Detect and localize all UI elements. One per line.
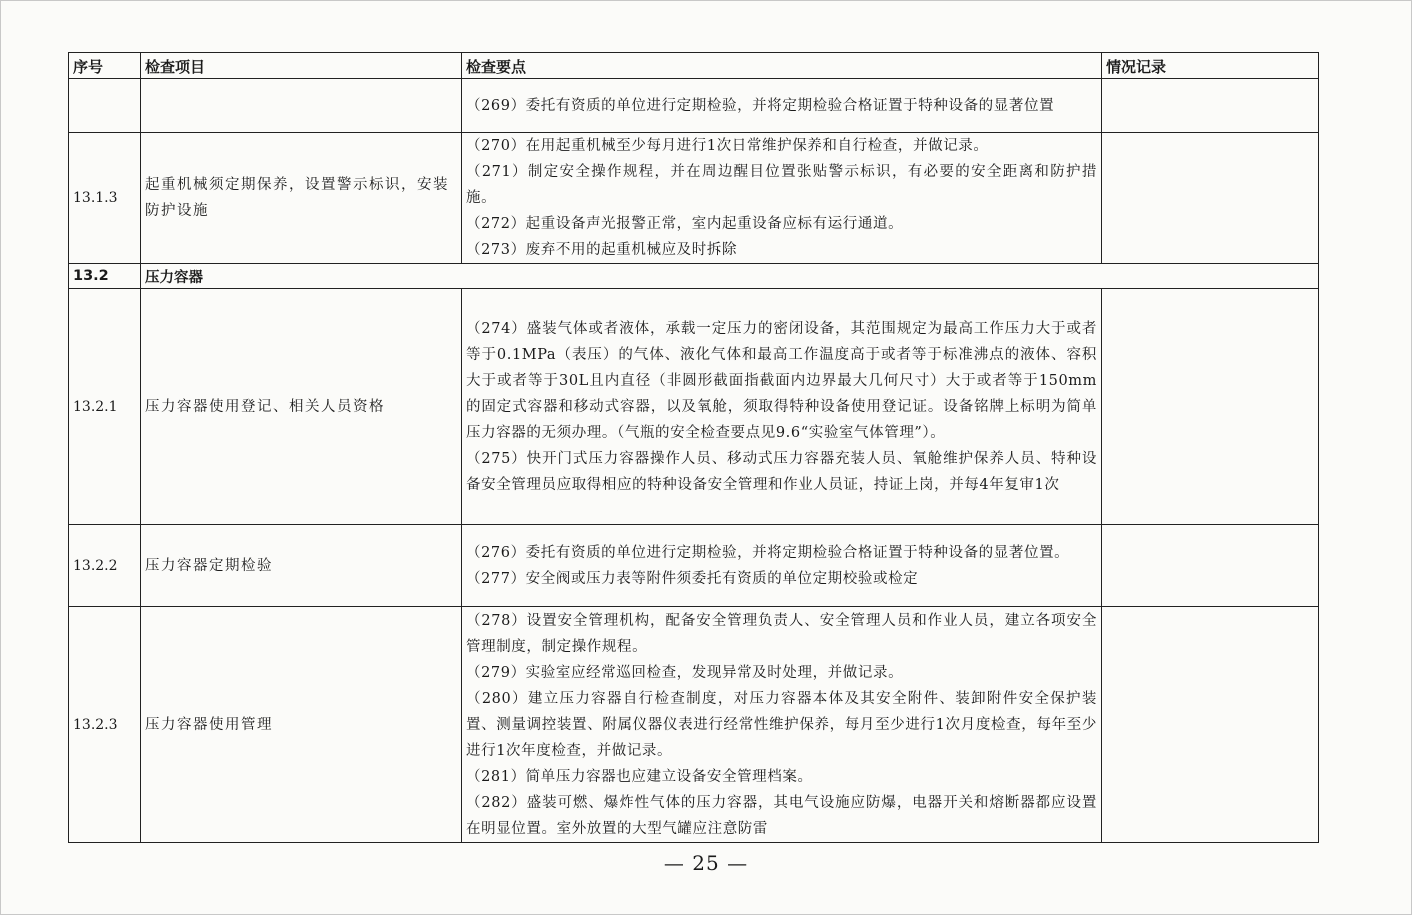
header-no: 序号 bbox=[69, 53, 141, 79]
cell-item: 起重机械须定期保养，设置警示标识，安装防护设施 bbox=[141, 133, 462, 264]
table-row-13-2-2 bbox=[69, 525, 1319, 607]
cell-item bbox=[141, 79, 462, 133]
section-title: 压力容器 bbox=[141, 264, 1319, 289]
cell-record bbox=[1102, 607, 1319, 843]
check-point: （274）盛装气体或者液体，承载一定压力的密闭设备，其范围规定为最高工作压力大于或者等于0.1MPa（表压）的气体、液化气体和最高工作温度高于或者等于标准沸点的液体、容积大于或者等于30L且内直径（非圆形截面指截面内边界最大几何尺寸）大于或者等于150mm的固定式容器和移动式容器，以及氧舱，须取得特种设备使用登记证。设备铭牌上标明为简单压力容器的无须办理。（气瓶的安全检查要点见9.6“实验室气体管理”）。 bbox=[466, 320, 1097, 441]
check-point: （272）起重设备声光报警正常，室内起重设备应标有运行通道。 bbox=[466, 216, 904, 232]
cell-points bbox=[462, 607, 1102, 843]
check-point: （270）在用起重机械至少每月进行1次日常维护保养和自行检查，并做记录。 bbox=[466, 138, 989, 154]
header-record: 情况记录 bbox=[1102, 53, 1319, 79]
cell-record bbox=[1102, 133, 1319, 264]
cell-item: 压力容器使用登记、相关人员资格 bbox=[141, 289, 462, 525]
check-point: （276）委托有资质的单位进行定期检验，并将定期检验合格证置于特种设备的显著位置。 bbox=[466, 544, 1070, 561]
cell-points bbox=[462, 133, 1102, 264]
cell-no: 13.1.3 bbox=[69, 133, 141, 264]
table-row-13-1-3 bbox=[69, 133, 1319, 264]
header-points: 检查要点 bbox=[462, 53, 1102, 79]
check-point: （278）设置安全管理机构，配备安全管理负责人、安全管理人员和作业人员，建立各项安全管理制度，制定操作规程。 bbox=[466, 612, 1097, 655]
check-point: （277）安全阀或压力表等附件须委托有资质的单位定期校验或检定 bbox=[466, 570, 919, 587]
cell-points bbox=[462, 525, 1102, 607]
table-row-continued bbox=[69, 79, 1319, 133]
check-point: （273）废弃不用的起重机械应及时拆除 bbox=[466, 242, 738, 258]
cell-item: 压力容器定期检验 bbox=[141, 525, 462, 607]
cell-points bbox=[462, 79, 1102, 133]
cell-item: 压力容器使用管理 bbox=[141, 607, 462, 843]
table-row-13-2-1 bbox=[69, 289, 1319, 525]
check-point: （282）盛装可燃、爆炸性气体的压力容器，其电气设施应防爆，电器开关和熔断器都应设置在明显位置。室外放置的大型气罐应注意防雷 bbox=[466, 794, 1097, 837]
cell-points bbox=[462, 289, 1102, 525]
check-point: （279）实验室应经常巡回检查，发现异常及时处理，并做记录。 bbox=[466, 664, 904, 681]
cell-no: 13.2.2 bbox=[69, 525, 141, 607]
table-row-13-2-3 bbox=[69, 607, 1319, 843]
check-point: （269）委托有资质的单位进行定期检验，并将定期检验合格证置于特种设备的显著位置 bbox=[466, 97, 1055, 114]
cell-no bbox=[69, 79, 141, 133]
check-point: （281）简单压力容器也应建立设备安全管理档案。 bbox=[466, 768, 813, 785]
section-no: 13.2 bbox=[69, 264, 141, 289]
cell-record bbox=[1102, 525, 1319, 607]
cell-record bbox=[1102, 79, 1319, 133]
cell-no: 13.2.3 bbox=[69, 607, 141, 843]
check-point: （280）建立压力容器自行检查制度，对压力容器本体及其安全附件、装卸附件安全保护装置、测量调控装置、附属仪器仪表进行经常性维护保养，每月至少进行1次月度检查，每年至少进行1次年度检查，并做记录。 bbox=[466, 690, 1097, 759]
cell-no: 13.2.1 bbox=[69, 289, 141, 525]
check-point: （275）快开门式压力容器操作人员、移动式压力容器充装人员、氧舱维护保养人员、特种设备安全管理员应取得相应的特种设备安全管理和作业人员证，持证上岗，并每4年复审1次 bbox=[466, 450, 1097, 493]
section-row-13-2 bbox=[69, 264, 1319, 289]
table-header-row bbox=[69, 53, 1319, 79]
header-item: 检查项目 bbox=[141, 53, 462, 79]
inspection-table bbox=[68, 52, 1319, 843]
page-number: — 25 — bbox=[663, 851, 749, 875]
cell-record bbox=[1102, 289, 1319, 525]
check-point: （271）制定安全操作规程，并在周边醒目位置张贴警示标识，有必要的安全距离和防护措施。 bbox=[466, 164, 1097, 206]
